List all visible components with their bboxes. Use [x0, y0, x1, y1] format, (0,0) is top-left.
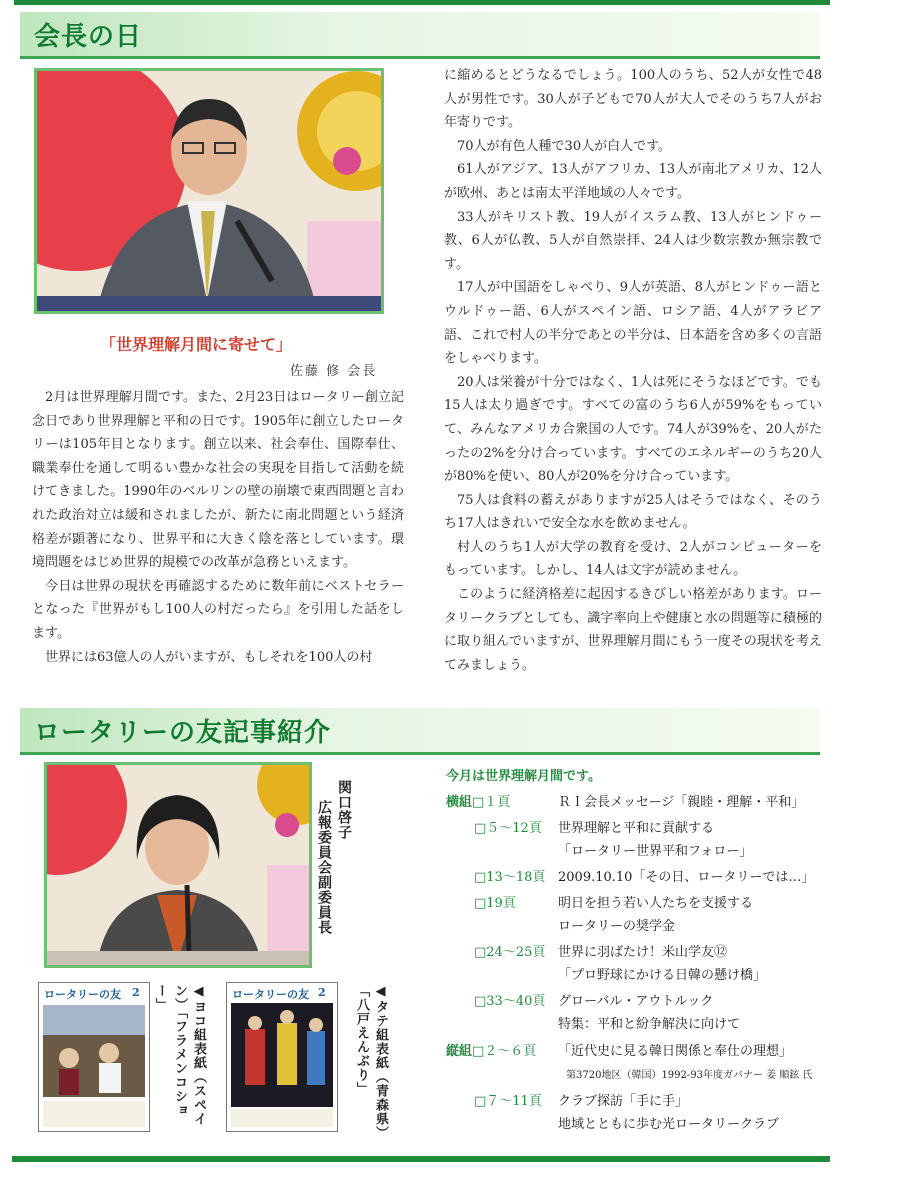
paragraph: 20人は栄養が十分ではなく、1人は死にそうなほどです。でも15人は太り過ぎです。すべての富のうち6人が59%をもっていて、みんなアメリカ合衆国の人です。74人が39%を、20人がたったの2%を分け合っています。すべてのエネルギーのうち20人が80%を使い、80人が20%を分け合っています。: [444, 374, 822, 485]
paragraph: に縮めるとどうなるでしょう。100人のうち、52人が女性で48人が男性です。30人が子どもで70人が大人でそのうち7人がお年寄りです。: [444, 68, 822, 131]
toc-entry: 地域とともに歩む光ロータリークラブ: [558, 1117, 780, 1132]
toc-entry: 明日を担う若い人たちを支援する: [558, 896, 754, 911]
cover-right-title: ロータリーの友: [232, 988, 309, 1001]
toc-entry: 「ロータリー世界平和フォロー」: [558, 844, 753, 859]
article-column-left: [32, 386, 404, 669]
toc-group-label: 横組: [446, 795, 473, 810]
toc-page: □24～25頁: [474, 945, 546, 960]
toc-page: □２～６頁: [472, 1044, 537, 1059]
paragraph: 今日は世界の現状を再確認するために数年前にベストセラーとなった『世界がもし100人の村だったら』を引用した話をします。: [32, 578, 404, 641]
cover-left-issue: 2: [132, 986, 140, 999]
toc-entry: 世界に羽ばたけ！米山学友⑫: [558, 945, 728, 960]
article-column-right: [444, 64, 822, 677]
section-title-president: 会長の日: [34, 22, 143, 52]
cover-right-issue: 2: [318, 986, 326, 999]
toc-page: □33～40頁: [474, 994, 546, 1009]
toc-entry-note: 第3720地区（韓国）1992-93年度ガバナー 姜 順鉉 氏: [566, 1070, 813, 1081]
toc-page: □１頁: [472, 795, 511, 810]
cover-horizontal: [38, 982, 150, 1132]
bottom-rule: [12, 1156, 830, 1162]
paragraph: 33人がキリスト教、19人がイスラム教、13人がヒンドゥー教、6人が仏教、5人が自然崇拝、24人は少数宗教か無宗教です。: [444, 209, 822, 272]
toc-entry: 特集：平和と紛争解決に向けて: [558, 1017, 741, 1032]
cover-left-caption: ◀ヨコ組表紙（スペイン）「フラメンコショー」: [153, 984, 206, 1126]
article-subtitle: 「世界理解月間に寄せて」: [100, 335, 293, 354]
toc-entry: グローバル・アウトルック: [558, 994, 714, 1009]
paragraph: このように経済格差に起因するきびしい格差があります。ロータリークラブとしても、識字率向上や健康と水の問題等に積極的に取り組んでいますが、世界理解月間にもう一度その現状を考えてみましょう。: [444, 587, 822, 673]
article-author: 佐藤 修 会長: [290, 364, 378, 379]
toc-group-horizontal: [446, 791, 510, 810]
toc-page: □５～12頁: [474, 821, 542, 836]
presenter-name: 関口啓子: [336, 780, 352, 840]
toc-entry: 「近代史に見る韓日関係と奉仕の理想」: [558, 1044, 793, 1059]
paragraph: 61人がアジア、13人がアフリカ、13人が南北アメリカ、12人が欧州、あとは南太平洋地域の人々です。: [444, 162, 822, 201]
cover-left-title: ロータリーの友: [44, 988, 121, 1001]
paragraph: 17人が中国語をしゃべり、9人が英語、8人がヒンドゥー語とウルドゥー語、6人がスペイン語、ロシア語、4人がアラビア語、これで村人の半分であとの半分は、日本語を含め多くの言語をしゃべります。: [444, 280, 822, 367]
paragraph: 世界には63億人の人がいますが、もしそれを100人の村: [45, 649, 373, 665]
top-rule: [14, 0, 830, 5]
toc-entry: ＲＩ会長メッセージ「親睦・理解・平和」: [558, 795, 805, 810]
paragraph: 2月は世界理解月間です。また、2月23日はロータリー創立記念日であり世界理解と平和の日です。1905年に創立したロータリーは105年目となります。創立以来、社会奉仕、国際奉仕、職業奉仕を通して明るい豊かな社会の実現を目指して活動を続けてきました。1990年のベルリンの壁の崩壊で東西問題と言われた政治対立は緩和されましたが、新たに南北問題という経済格差が顕著になり、世界平和に大きく陰を落としています。環境問題をはじめ世界的規模での改革が急務といえます。: [32, 390, 404, 571]
cover-right-caption: ◀タテ組表紙（青森県）「八戸えんぶり」: [354, 984, 388, 1134]
section-header-president: [20, 12, 820, 59]
toc-page: □７～11頁: [474, 1094, 542, 1109]
toc-page: □19頁: [474, 896, 516, 911]
toc-entry: 「プロ野球にかける日韓の懸け橋」: [558, 968, 767, 983]
paragraph: 村人のうち1人が大学の教育を受け、2人がコンピューターをもっています。しかし、14人は文字が読めません。: [444, 539, 822, 579]
toc-title: 今月は世界理解月間です。: [446, 769, 601, 784]
toc-group-vertical: [446, 1040, 536, 1059]
toc-group-label: 縦組: [446, 1044, 473, 1059]
paragraph: 70人が有色人種で30人が白人です。: [457, 138, 672, 154]
president-photo: [34, 68, 384, 314]
section-header-magazine: [20, 708, 820, 755]
paragraph: 75人は食料の蓄えがありますが25人はそうではなく、そのうち17人はきれいで安全な水を飲めません。: [444, 492, 822, 532]
toc-entry: 2009.10.10「その日、ロータリーでは…」: [558, 870, 815, 885]
presenter-role: 広報委員会副委員長: [316, 800, 332, 935]
toc-entry: 世界理解と平和に貢献する: [558, 821, 715, 836]
toc-entry: クラブ探訪「手に手」: [558, 1094, 689, 1109]
toc-entry: ロータリーの奨学金: [558, 919, 676, 934]
section-title-magazine: ロータリーの友記事紹介: [34, 718, 332, 748]
cover-vertical: [226, 982, 338, 1132]
toc-page: □13～18頁: [474, 870, 546, 885]
presenter-photo: [44, 762, 312, 968]
